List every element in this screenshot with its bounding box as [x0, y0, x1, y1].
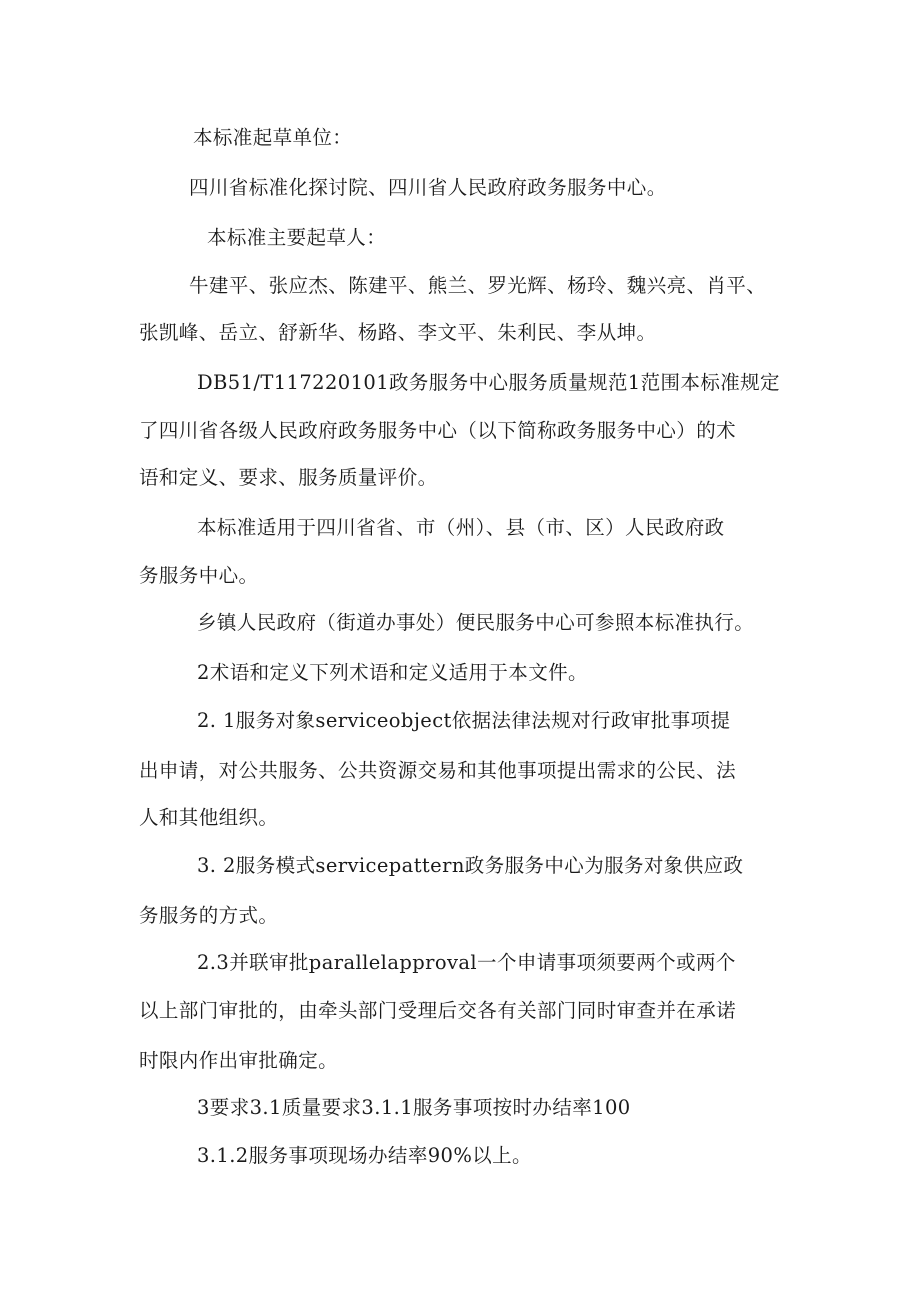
- term-2-1-line-1: 2. 1服务对象serviceobject依据法律法规对行政审批事项提: [197, 709, 731, 732]
- term-2-3-line-1: 2.3并联审批parallelapproval一个申请事项须要两个或两个: [197, 951, 736, 974]
- applicability-line-2: 务服务中心。: [139, 564, 259, 587]
- term-2-3-line-2: 以上部门审批的，由牵头部门受理后交各有关部门同时审查并在承诺: [139, 999, 737, 1022]
- applicability-line-1: 本标准适用于四川省省、市（州）、县（市、区）人民政府政: [197, 516, 725, 539]
- township-reference-text: 乡镇人民政府（街道办事处）便民服务中心可参照本标准执行。: [197, 611, 755, 634]
- term-2-2-line-1: 3. 2服务模式servicepattern政务服务中心为服务对象供应政: [197, 854, 744, 877]
- term-2-3-line-3: 时限内作出审批确定。: [139, 1049, 339, 1072]
- scope-paragraph-line-2: 了四川省各级人民政府政务服务中心（以下简称政务服务中心）的术: [139, 419, 737, 442]
- term-2-2-line-2: 务服务的方式。: [139, 904, 279, 927]
- drafting-unit-heading: 本标准起草单位：: [193, 126, 353, 149]
- drafters-line-2: 张凯峰、岳立、舒新华、杨路、李文平、朱利民、李从坤。: [139, 321, 657, 344]
- drafters-heading: 本标准主要起草人：: [207, 226, 387, 249]
- term-2-1-line-3: 人和其他组织。: [139, 806, 279, 829]
- requirements-line-1: 3要求3.1质量要求3.1.1服务事项按时办结率100: [197, 1096, 631, 1119]
- drafting-unit-text: 四川省标准化探讨院、四川省人民政府政务服务中心。: [189, 176, 667, 199]
- term-2-1-line-2: 出申请，对公共服务、公共资源交易和其他事项提出需求的公民、法: [139, 759, 737, 782]
- scope-paragraph-line-1: DB51/T117220101政务服务中心服务质量规范1范围本标准规定: [197, 371, 780, 394]
- scope-paragraph-line-3: 语和定义、要求、服务质量评价。: [139, 466, 438, 489]
- drafters-line-1: 牛建平、张应杰、陈建平、熊兰、罗光辉、杨玲、魏兴亮、肖平、: [189, 274, 767, 297]
- terms-definitions-heading: 2术语和定义下列术语和定义适用于本文件。: [197, 661, 588, 684]
- requirements-line-2: 3.1.2服务事项现场办结率90%以上。: [197, 1144, 532, 1167]
